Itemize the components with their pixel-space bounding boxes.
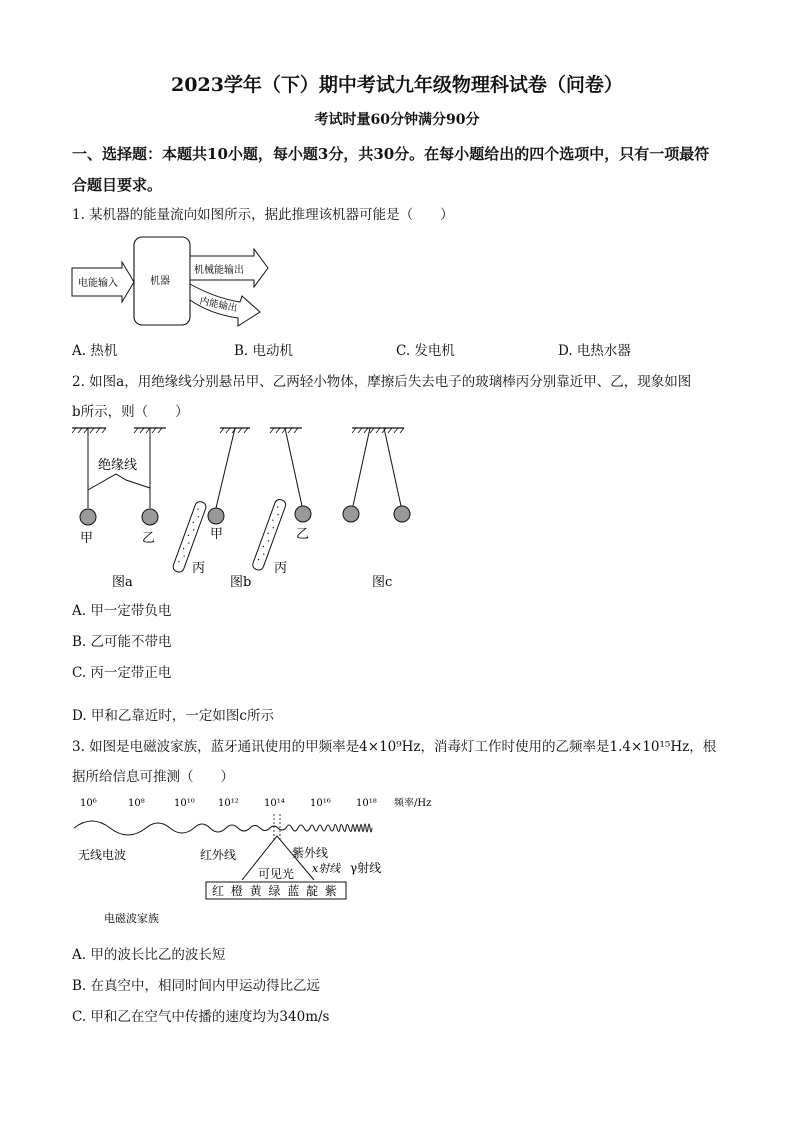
machine-label: 机器 <box>150 276 170 287</box>
tick-1e12: 10¹² <box>218 798 239 809</box>
q2-option-d[interactable]: D. 甲和乙靠近时，一定如图c所示 <box>72 708 274 724</box>
frequency-unit: 频率/Hz <box>394 798 432 809</box>
gamma-label: γ射线 <box>350 861 382 875</box>
page-subtitle: 考试时量60分钟满分90分 <box>314 112 480 128</box>
question-3-stem-line2: 据所给信息可推测（ ） <box>72 769 234 785</box>
charge-figure <box>70 422 420 594</box>
fig-b-yi: 乙 <box>296 527 310 542</box>
q2-option-c[interactable]: C. 丙一定带正电 <box>72 665 172 681</box>
mechanical-output-label: 机械能输出 <box>194 265 244 276</box>
question-1-stem: 1. 某机器的能量流向如图所示，据此推理该机器可能是（ ） <box>72 207 454 223</box>
page-title: 2023学年（下）期中考试九年级物理科试卷（问卷） <box>171 74 623 96</box>
q3-option-c[interactable]: C. 甲和乙在空气中传播的速度均为340m/s <box>72 1009 330 1025</box>
visible-colors-label: 红 橙 黄 绿 蓝 靛 紫 <box>212 884 339 898</box>
ultraviolet-label: 紫外线 <box>292 846 329 860</box>
fig-a-yi: 乙 <box>142 531 156 546</box>
q3-option-b[interactable]: B. 在真空中，相同时间内甲运动得比乙远 <box>72 978 321 994</box>
tick-1e6: 10⁶ <box>80 798 97 809</box>
fig-b-label: 图b <box>230 575 252 590</box>
q1-option-c[interactable]: C. 发电机 <box>396 343 455 359</box>
tick-1e18: 10¹⁸ <box>356 798 377 809</box>
input-label: 电能输入 <box>78 278 118 289</box>
question-2-stem-line1: 2. 如图a，用绝缘线分别悬吊甲、乙两轻小物体，摩擦后失去电子的玻璃棒丙分别靠近甲、乙，现象如图 <box>72 374 692 390</box>
tick-1e16: 10¹⁶ <box>310 798 331 809</box>
q1-option-b[interactable]: B. 电动机 <box>234 343 294 359</box>
infrared-label: 红外线 <box>200 848 237 862</box>
tick-1e10: 10¹⁰ <box>174 798 195 809</box>
internal-output-label: 内能输出 <box>198 295 239 315</box>
fig-b-jia: 甲 <box>210 527 224 542</box>
question-3-stem-line1: 3. 如图是电磁波家族，蓝牙通讯使用的甲频率是4×10⁹Hz，消毒灯工作时使用的乙频率是1.4×10¹⁵Hz，根 <box>72 739 717 755</box>
energy-flow-diagram <box>70 232 280 332</box>
fig-a-jia: 甲 <box>80 531 94 546</box>
section-heading: 一、选择题：本题共10小题，每小题3分，共30分。在每小题给出的四个选项中，只有一项最符合题目要求。 <box>72 145 710 194</box>
fig-c-label: 图c <box>372 575 393 590</box>
q1-option-a[interactable]: A. 热机 <box>72 343 118 359</box>
spectrum-caption: 电磁波家族 <box>104 912 159 925</box>
em-spectrum-diagram <box>72 792 442 932</box>
tick-1e14: 10¹⁴ <box>264 798 285 809</box>
insulator-label: 绝缘线 <box>98 458 138 473</box>
q2-option-b[interactable]: B. 乙可能不带电 <box>72 634 172 650</box>
fig-b-bing-1: 丙 <box>192 561 206 576</box>
question-2-stem-line2: b所示，则（ ） <box>72 404 189 420</box>
q1-option-d[interactable]: D. 电热水器 <box>558 343 631 359</box>
xray-label: x射线 <box>312 862 341 875</box>
q3-option-a[interactable]: A. 甲的波长比乙的波长短 <box>72 947 226 963</box>
fig-b-bing-2: 丙 <box>274 561 288 576</box>
tick-1e8: 10⁸ <box>128 798 145 809</box>
radio-wave-label: 无线电波 <box>78 848 127 862</box>
fig-a-label: 图a <box>112 575 133 590</box>
q2-option-a[interactable]: A. 甲一定带负电 <box>72 603 172 619</box>
visible-light-label: 可见光 <box>258 867 295 881</box>
